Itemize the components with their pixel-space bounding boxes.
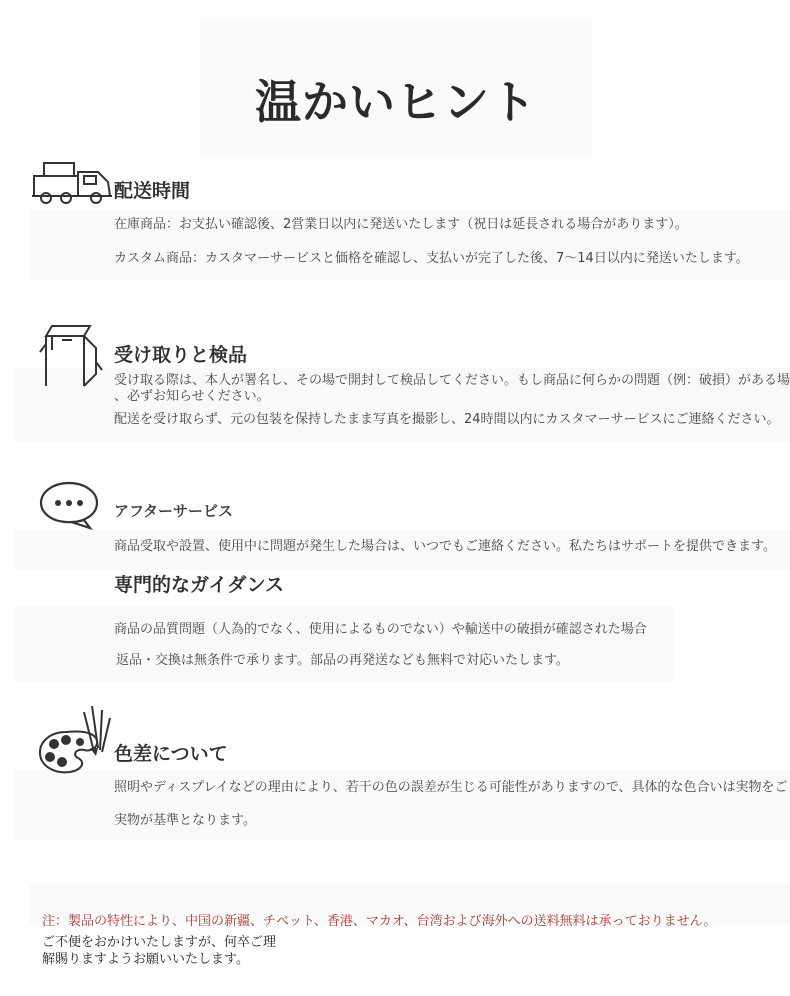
shipping-restriction-note: 注：製品の特性により、中国の新疆、チベット、香港、マカオ、台湾および海外への送料無料は承っておりません。 (42, 914, 717, 929)
truck-icon (32, 160, 114, 206)
receipt-text-1b: 、必ずお知らせください。 (114, 389, 270, 404)
shipping-text-2: カスタム商品：カスタマーサービスと価格を確認し、支払いが完了した後、7〜14日以内に発送いたします。 (114, 251, 749, 266)
color-heading: 色差について (114, 743, 228, 765)
guidance-text-1: 商品の品質問題（人為的でなく、使用によるものでない）や輸送中の破損が確認された場合 (114, 622, 647, 637)
receipt-heading: 受け取りと検品 (114, 344, 248, 366)
color-text-2: 実物が基準となります。 (114, 813, 256, 828)
guidance-text-2: 返品・交換は無条件で承ります。部品の再発送なども無料で対応いたします。 (116, 653, 569, 668)
box-icon (38, 322, 104, 390)
after-service-text-1: 商品受取や設置、使用中に問題が発生した場合は、いつでもご連絡ください。私たちはサポートを提供できます。 (114, 539, 776, 554)
shipping-heading: 配送時間 (114, 180, 191, 202)
apology-note: ご不便をおかけいたしますが、何卒ご理 解賜りますようお願いいたします。 (42, 935, 277, 967)
guidance-band (14, 606, 674, 682)
title-panel (200, 20, 592, 158)
receipt-text-2: 配送を受け取らず、元の包装を保持したまま写真を撮影し、24時間以内にカスタマーサービスにご連絡ください。 (114, 412, 780, 427)
chat-bubble-icon (38, 480, 100, 530)
color-text-1: 照明やディスプレイなどの理由により、若干の色の誤差が生じる可能性がありますので、具体的な色合いは実物をご (114, 780, 788, 795)
paint-palette-icon (36, 704, 116, 780)
after-service-heading: アフターサービス (114, 502, 233, 520)
guidance-heading: 専門的なガイダンス (114, 574, 285, 596)
receipt-text-1: 受け取る際は、本人が署名し、その場で開封して検品してください。もし商品に何らかの問題（例：破損）がある場 (114, 373, 790, 388)
page-title: 温かいヒント (255, 75, 537, 129)
shipping-text-1: 在庫商品：お支払い確認後、2営業日以内に発送いたします（祝日は延長される場合があります）。 (114, 217, 688, 232)
